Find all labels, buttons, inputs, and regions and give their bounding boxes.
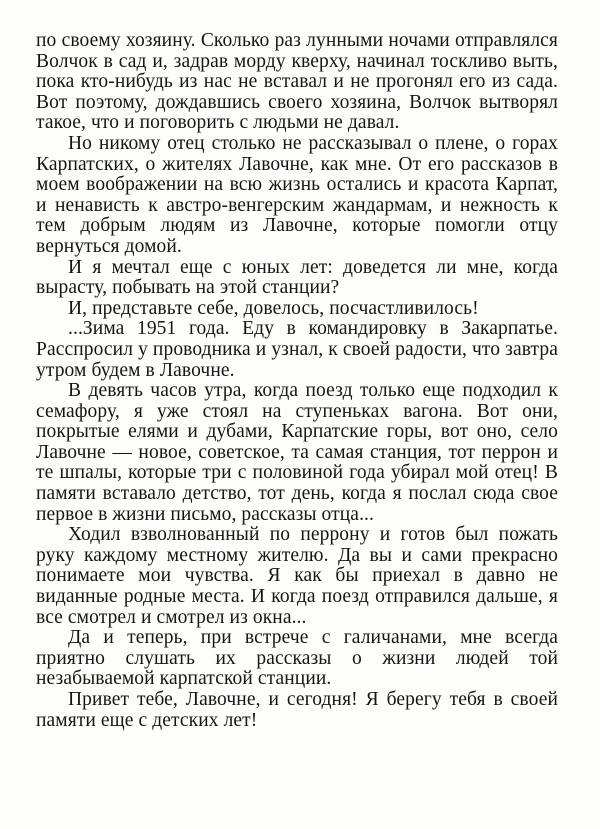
paragraph-3: И я мечтал еще с юных лет: доведется ли мне, когда вырасту, побывать на этой станции?: [36, 256, 558, 299]
paragraph-6: В девять часов утра, когда поезд только еще подходил к семафору, я уже стоял на ступеньках вагона. Вот они, покрытые елями и дубами, Карпатские горы, вот оно, село Лавочне — новое, советское, та самая станция, тот перрон и те шпалы, которые три с половиной года убирал мой отец! В памяти вставало детство, тот день, когда я послал сюда свое первое в жизни письмо, рассказы отца...: [36, 380, 558, 525]
body-text: [36, 31, 558, 731]
paragraph-5: ...Зима 1951 года. Еду в командировку в Закарпатье. Расспросил у проводника и узнал, к своей радости, что завтра утром будем в Лавочне.: [36, 318, 558, 381]
paragraph-9: Привет тебе, Лавочне, и сегодня! Я берегу тебя в своей памяти еще с детских лет!: [36, 689, 558, 731]
paragraph-8: Да и теперь, при встрече с галичанами, мне всегда приятно слушать их рассказы о жизни людей той незабываемой карпатской станции.: [36, 627, 558, 690]
paragraph-1: по своему хозяину. Сколько раз лунными ночами отправлялся Волчок в сад и, задрав морду кверху, начинал тоскливо выть, пока кто-нибудь из нас не вставал и не прогонял его из сада. Вот поэтому, дождавшись своего хозяина, Волчок вытворял такое, что и поговорить с людьми не давал.: [36, 30, 558, 134]
paragraph-4: И, представьте себе, довелось, посчастливилось!: [68, 297, 479, 319]
paragraph-2: Но никому отец столько не рассказывал о плене, о горах Карпатских, о жителях Лавочне, как мне. От его рассказов в моем воображении на всю жизнь остались и красота Карпат, и ненависть к австро-венгерским жандармам, и нежность к тем добрым людям из Лавочне, которые помогли отцу вернуться домой.: [36, 132, 558, 257]
paragraph-7: Ходил взволнованный по перрону и готов был пожать руку каждому местному жителю. Да вы и сами прекрасно понимаете мои чувства. Я как бы приехал в давно не виданные родные места. И когда поезд отправился дальше, я все смотрел и смотрел из окна...: [36, 524, 558, 628]
